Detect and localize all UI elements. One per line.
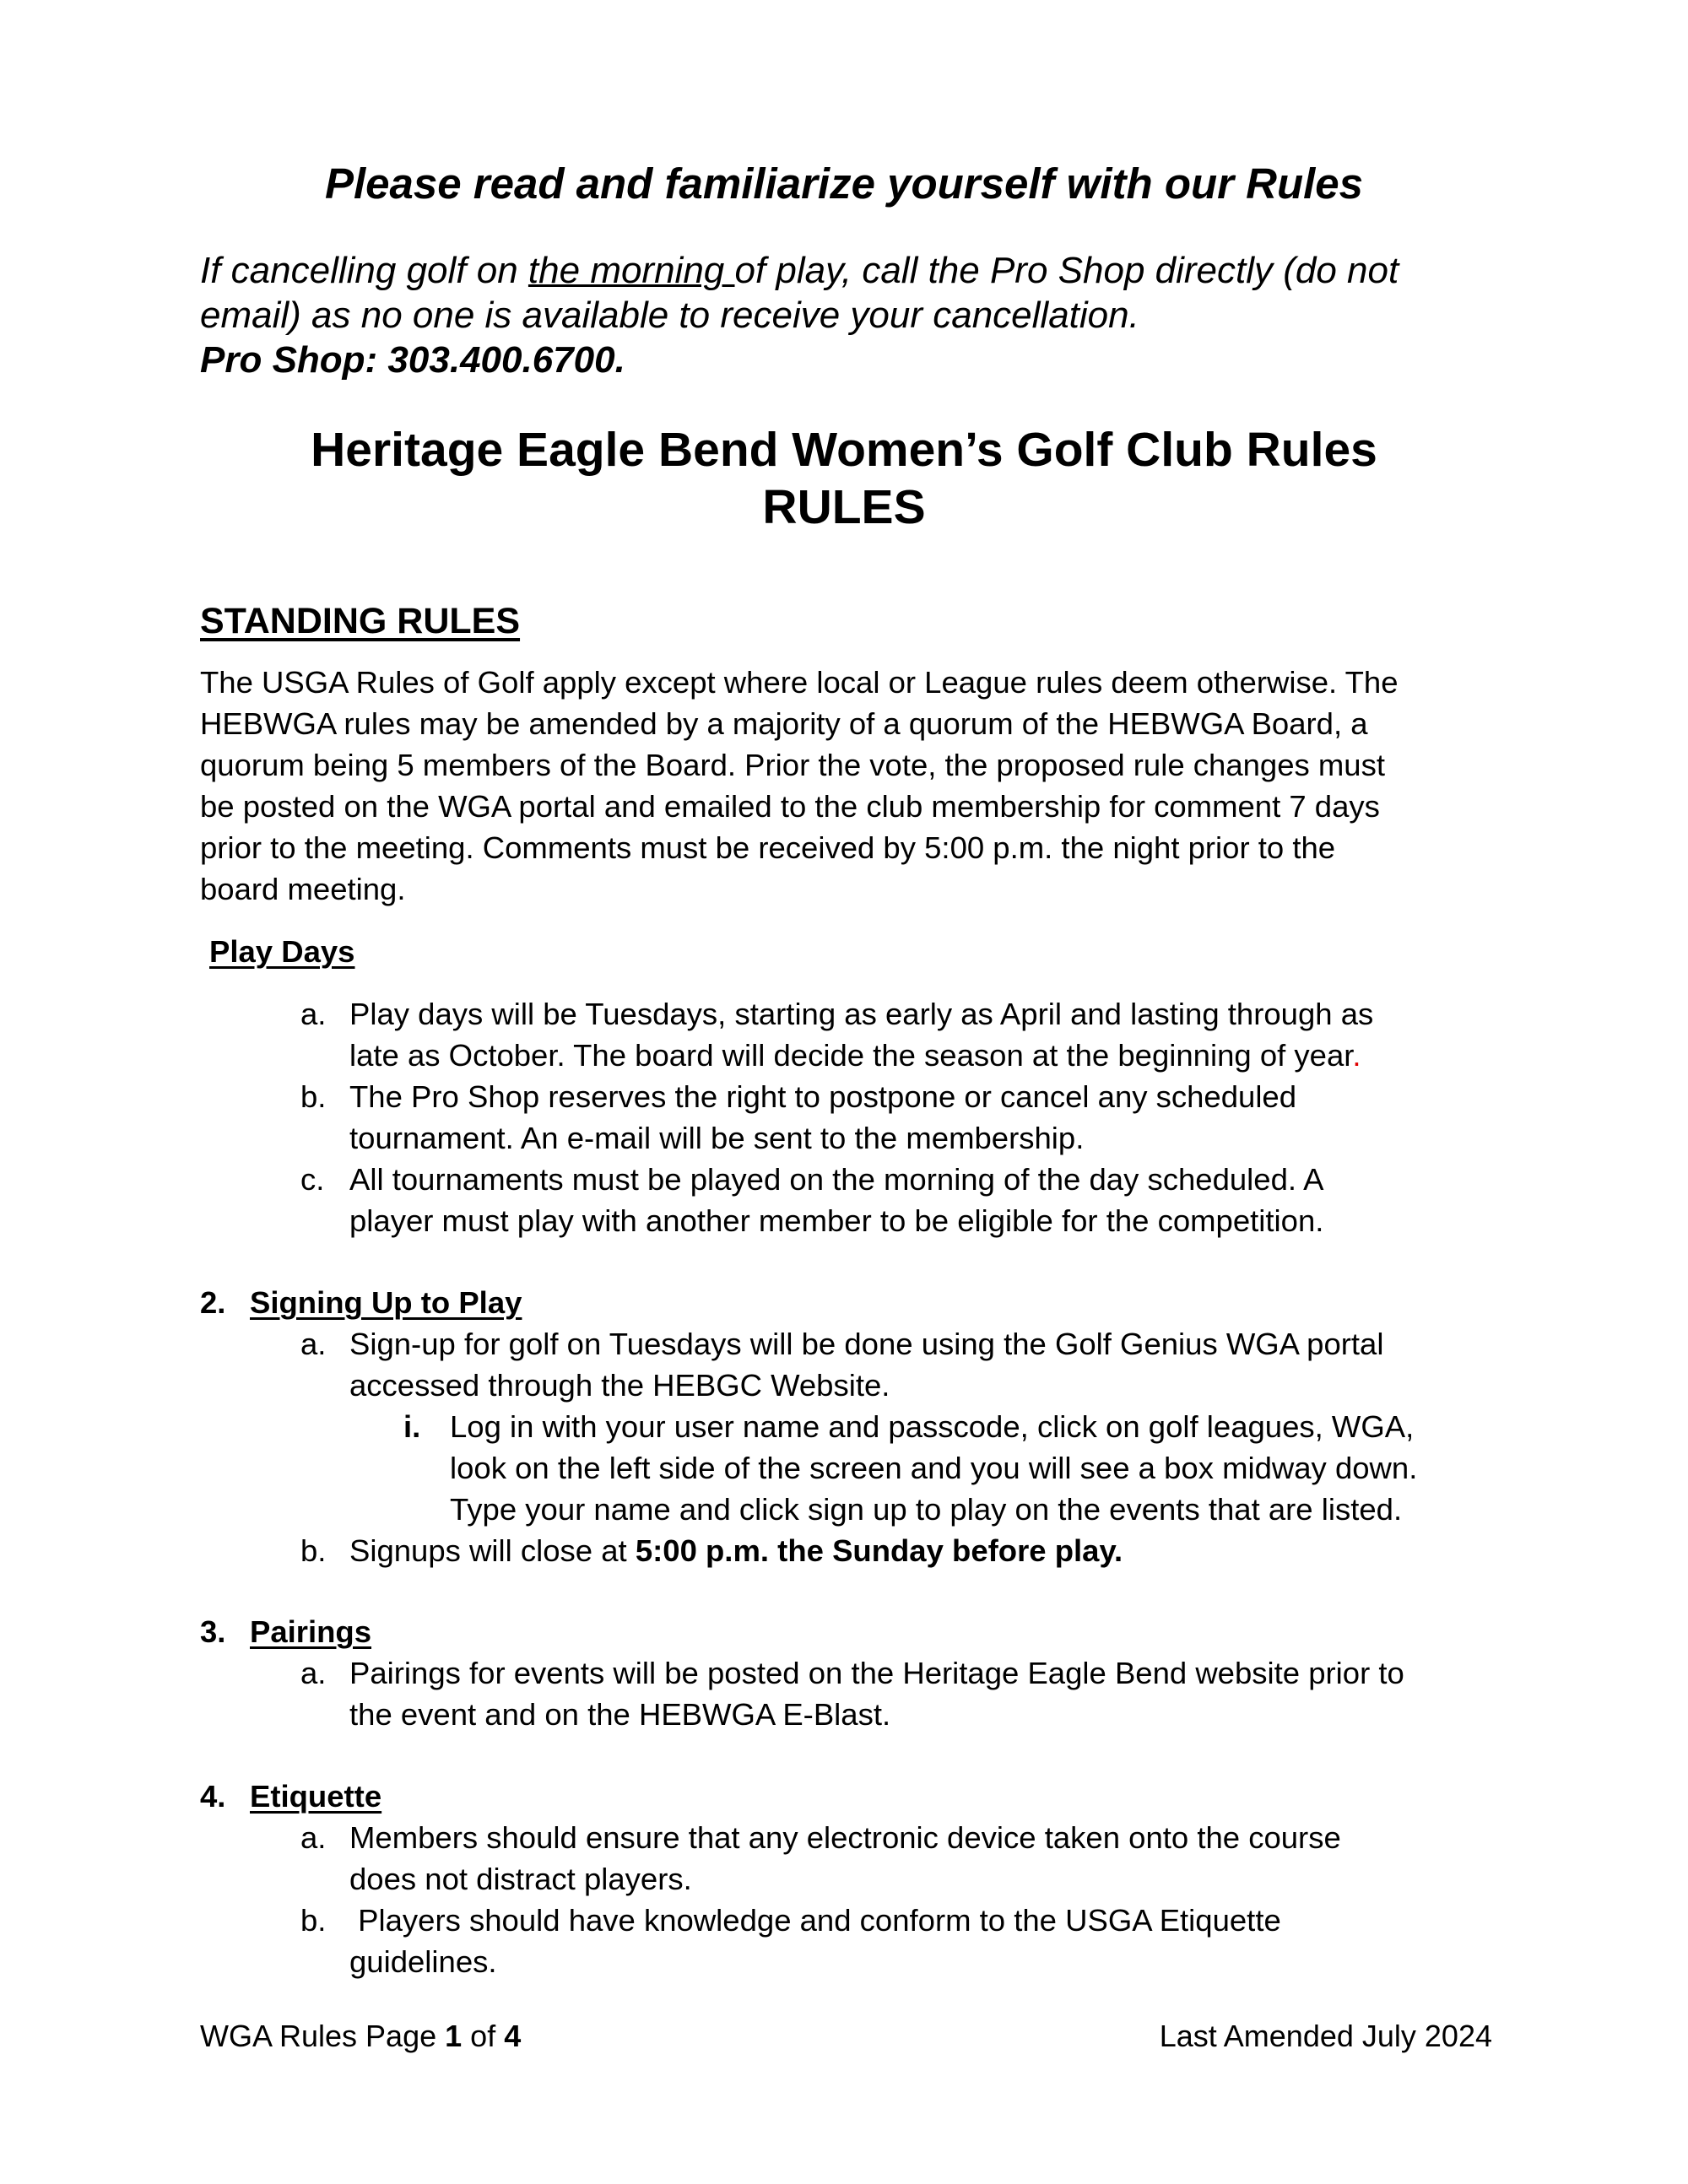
standing-rules-line: board meeting. bbox=[200, 872, 406, 906]
intro-title: Please read and familiarize yourself with our Rules bbox=[324, 159, 1364, 208]
list-marker: a. bbox=[300, 1820, 327, 1855]
section-number: 3. bbox=[200, 1614, 226, 1649]
footer-of: of bbox=[462, 2019, 505, 2053]
list-item: Players should have knowledge and conform to the USGA Etiquette bbox=[349, 1903, 1281, 1938]
list-item-continued bbox=[349, 1038, 1361, 1073]
list-item: Pairings for events will be posted on the Heritage Eagle Bend website prior to bbox=[349, 1656, 1404, 1690]
play-days-heading: Play Days bbox=[209, 934, 355, 969]
footer-page-number bbox=[200, 2019, 521, 2054]
section-number: 4. bbox=[200, 1779, 226, 1814]
list-item-continued: does not distract players. bbox=[349, 1862, 692, 1896]
footer-label: WGA Rules Page bbox=[200, 2019, 446, 2053]
sublist-marker: i. bbox=[403, 1409, 421, 1444]
sublist-item-continued: look on the left side of the screen and you will see a box midway down. bbox=[450, 1451, 1418, 1485]
list-marker: b. bbox=[300, 1903, 327, 1938]
list-item-continued: guidelines. bbox=[349, 1944, 497, 1979]
standing-rules-line: The USGA Rules of Golf apply except where local or League rules deem otherwise. The bbox=[200, 665, 1399, 700]
list-item bbox=[349, 1533, 1123, 1569]
standing-rules-line: be posted on the WGA portal and emailed to the club membership for comment 7 days bbox=[200, 789, 1380, 824]
list-marker: a. bbox=[300, 1656, 327, 1690]
list-item-continued: player must play with another member to be eligible for the competition. bbox=[349, 1203, 1324, 1238]
signing-up-heading: Signing Up to Play bbox=[250, 1285, 522, 1320]
cancel-notice-line-2: email) as no one is available to receive your cancellation. bbox=[200, 295, 1139, 336]
list-item: Sign-up for golf on Tuesdays will be done using the Golf Genius WGA portal bbox=[349, 1327, 1384, 1361]
section-number: 2. bbox=[200, 1285, 226, 1320]
pairings-heading: Pairings bbox=[250, 1614, 372, 1649]
list-item-text: late as October. The board will decide the season at the beginning of year bbox=[349, 1038, 1353, 1073]
sublist-item-continued: Type your name and click sign up to play on the events that are listed. bbox=[450, 1492, 1403, 1527]
document-title: Heritage Eagle Bend Women’s Golf Club Rules bbox=[311, 423, 1377, 477]
list-item: Play days will be Tuesdays, starting as early as April and lasting through as bbox=[349, 997, 1374, 1031]
pro-shop-phone: Pro Shop: 303.400.6700. bbox=[200, 339, 625, 381]
total-pages: 4 bbox=[504, 2019, 522, 2053]
standing-rules-heading: STANDING RULES bbox=[200, 601, 521, 641]
sublist-item: Log in with your user name and passcode, click on golf leagues, WGA, bbox=[450, 1409, 1415, 1444]
list-marker: a. bbox=[300, 997, 327, 1031]
list-item-continued: accessed through the HEBGC Website. bbox=[349, 1368, 890, 1403]
list-item-continued: the event and on the HEBWGA E-Blast. bbox=[349, 1697, 891, 1732]
cancel-underlined-text: the morning bbox=[528, 250, 735, 291]
list-item-continued: tournament. An e-mail will be sent to the membership. bbox=[349, 1121, 1085, 1155]
list-marker: b. bbox=[300, 1533, 327, 1568]
list-marker: a. bbox=[300, 1327, 327, 1361]
standing-rules-line: prior to the meeting. Comments must be received by 5:00 p.m. the night prior to the bbox=[200, 830, 1336, 865]
cancel-text-after: of play, call the Pro Shop directly (do not bbox=[734, 250, 1399, 291]
current-page: 1 bbox=[445, 2019, 463, 2053]
list-item: The Pro Shop reserves the right to postpone or cancel any scheduled bbox=[349, 1079, 1297, 1114]
list-item-text: Signups will close at bbox=[349, 1533, 636, 1568]
cancel-text: If cancelling golf on bbox=[200, 250, 528, 291]
red-period: . bbox=[1352, 1038, 1361, 1073]
signup-deadline: 5:00 p.m. the Sunday before play. bbox=[635, 1533, 1123, 1568]
list-marker: c. bbox=[300, 1162, 325, 1197]
document-subtitle: RULES bbox=[762, 480, 926, 534]
cancel-notice-line-1 bbox=[200, 250, 1399, 292]
footer-last-amended: Last Amended July 2024 bbox=[1159, 2019, 1492, 2053]
list-marker: b. bbox=[300, 1079, 327, 1114]
etiquette-heading: Etiquette bbox=[250, 1779, 382, 1814]
list-item: All tournaments must be played on the morning of the day scheduled. A bbox=[349, 1162, 1324, 1197]
standing-rules-line: quorum being 5 members of the Board. Prior the vote, the proposed rule changes must bbox=[200, 748, 1386, 782]
standing-rules-line: HEBWGA rules may be amended by a majority of a quorum of the HEBWGA Board, a bbox=[200, 706, 1368, 741]
list-item: Members should ensure that any electronic device taken onto the course bbox=[349, 1820, 1341, 1855]
